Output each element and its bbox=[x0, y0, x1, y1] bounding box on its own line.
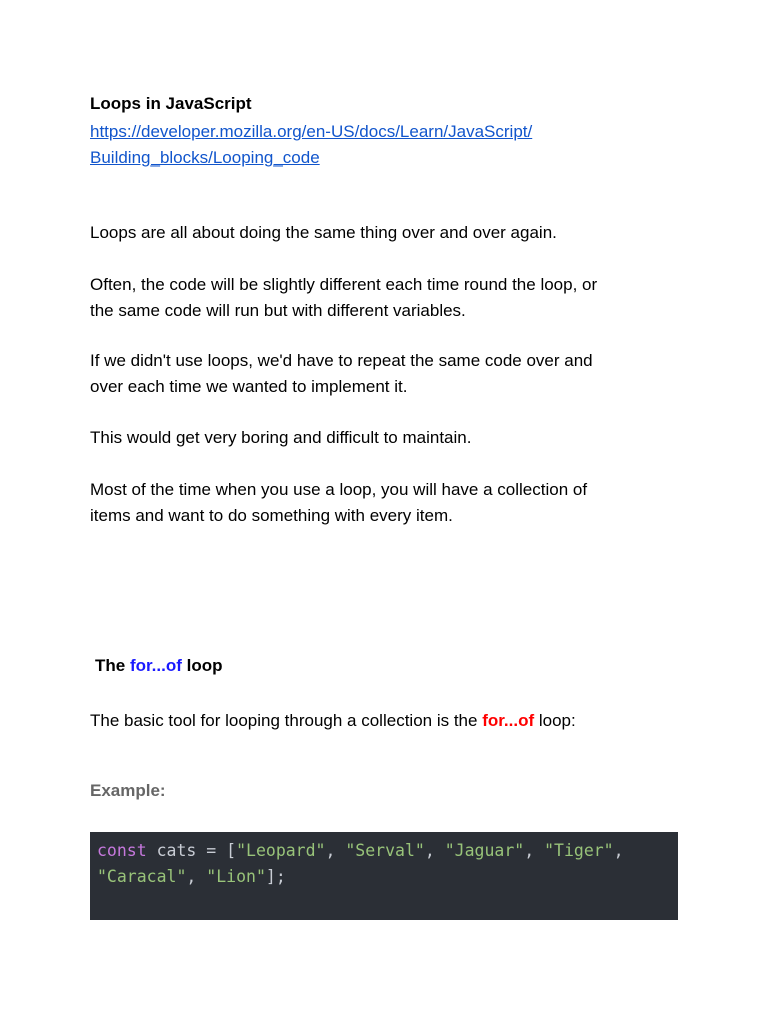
code-line-2 bbox=[97, 864, 286, 890]
code-string: "Caracal" bbox=[97, 867, 187, 886]
paragraph-line: If we didn't use loops, we'd have to repeat the same code over and bbox=[90, 351, 593, 370]
paragraph-line: This would get very boring and difficult to maintain. bbox=[90, 428, 472, 447]
paragraph-line: items and want to do something with every item. bbox=[90, 506, 453, 525]
paragraph-line: Often, the code will be slightly different each time round the loop, or bbox=[90, 275, 598, 294]
paragraph-line: the same code will run but with different variables. bbox=[90, 301, 466, 320]
intro-keyword: for...of bbox=[482, 711, 535, 730]
intro-suffix: loop: bbox=[534, 711, 576, 730]
paragraph-4 bbox=[90, 425, 690, 451]
code-text: ]; bbox=[265, 867, 286, 886]
paragraph-1 bbox=[90, 220, 690, 246]
intro-sentence bbox=[90, 709, 576, 733]
mdn-link[interactable] bbox=[90, 119, 610, 171]
heading-prefix: The bbox=[95, 656, 130, 675]
code-text: cats = [ bbox=[146, 841, 237, 860]
paragraph-line: Most of the time when you use a loop, you will have a collection of bbox=[90, 480, 588, 499]
page-title: Loops in JavaScript bbox=[90, 94, 252, 113]
code-line-1 bbox=[97, 838, 624, 864]
code-string: "Leopard" bbox=[236, 841, 326, 860]
code-text: , bbox=[613, 841, 624, 860]
code-string: "Serval" bbox=[345, 841, 425, 860]
heading-suffix: loop bbox=[181, 656, 223, 675]
heading-keyword: for...of bbox=[129, 656, 182, 675]
code-keyword: const bbox=[97, 841, 147, 860]
code-text: , bbox=[186, 867, 207, 886]
example-label: Example: bbox=[90, 781, 166, 800]
paragraph-line: over each time we wanted to implement it. bbox=[90, 377, 408, 396]
code-string: "Tiger" bbox=[544, 841, 614, 860]
code-text: , bbox=[524, 841, 545, 860]
code-text: , bbox=[325, 841, 346, 860]
code-string: "Jaguar" bbox=[444, 841, 525, 860]
paragraph-line: Loops are all about doing the same thing over and over again. bbox=[90, 223, 557, 242]
code-string: "Lion" bbox=[206, 867, 266, 886]
paragraph-5 bbox=[90, 477, 690, 529]
section-heading bbox=[95, 655, 223, 677]
paragraph-2 bbox=[90, 272, 690, 324]
link-line-1[interactable]: https://developer.mozilla.org/en-US/docs/Learn/JavaScript/ bbox=[90, 122, 533, 141]
code-block bbox=[90, 832, 678, 920]
intro-prefix: The basic tool for looping through a collection is the bbox=[90, 711, 483, 730]
link-line-2[interactable]: Building_blocks/Looping_code bbox=[90, 148, 320, 167]
code-text: , bbox=[424, 841, 445, 860]
paragraph-3 bbox=[90, 348, 690, 400]
